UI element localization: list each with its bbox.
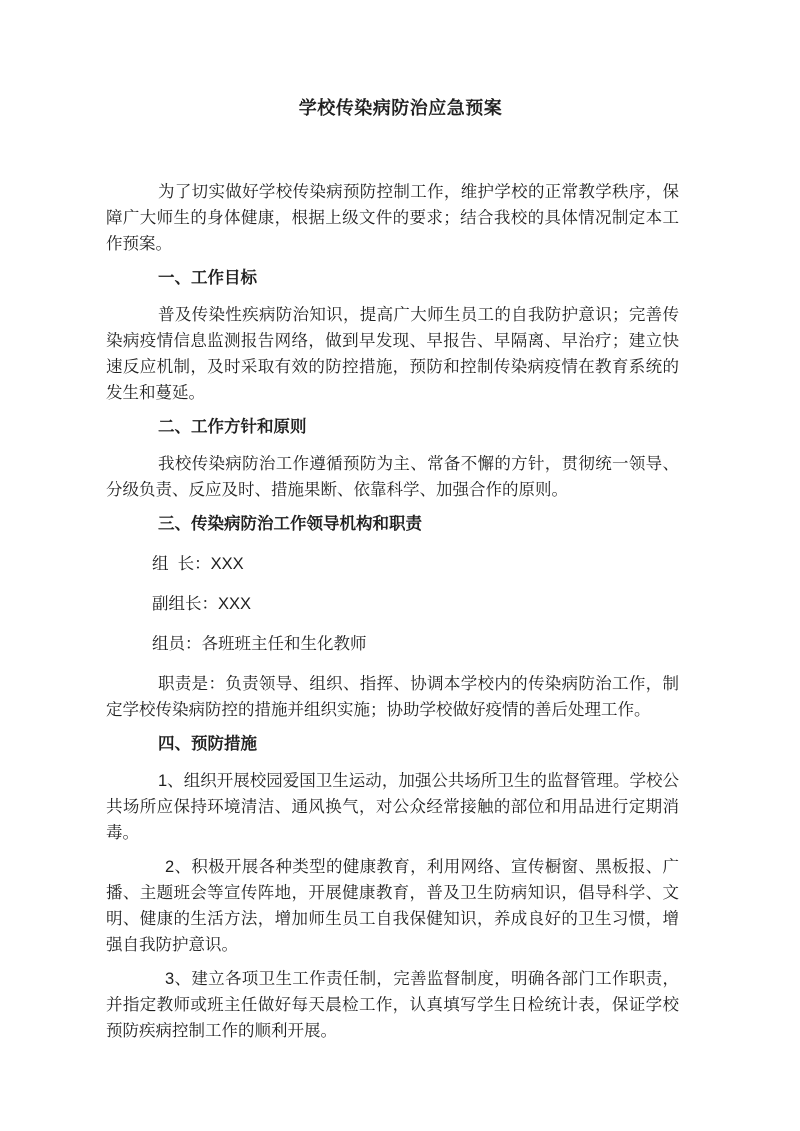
roster-leader-line: 组 长：XXX bbox=[152, 555, 244, 573]
section-4-heading: 四、预防措施 bbox=[158, 735, 257, 753]
intro-paragraph: 为了切实做好学校传染病预防控制工作，维护学校的正常教学秩序，保障广大师生的身体健康，根据上级文件的要求；结合我校的具体情况制定本工作预案。 bbox=[106, 183, 679, 253]
prevention-item-3: 3、建立各项卫生工作责任制，完善监督制度，明确各部门工作职责，并指定教师或班主任做好每天晨检工作，认真填写学生日检统计表，保证学校预防疾病控制工作的顺利开展。 bbox=[106, 970, 679, 1040]
roster-members-line: 组员：各班班主任和生化教师 bbox=[152, 635, 367, 653]
section-3-duties-paragraph: 职责是：负责领导、组织、指挥、协调本学校内的传染病防治工作，制定学校传染病防控的措施并组织实施；协助学校做好疫情的善后处理工作。 bbox=[106, 675, 679, 719]
section-2-heading: 二、工作方针和原则 bbox=[158, 418, 307, 436]
section-3-heading: 三、传染病防治工作领导机构和职责 bbox=[158, 515, 422, 533]
section-1-paragraph: 普及传染性疾病防治知识，提高广大师生员工的自我防护意识；完善传染病疫情信息监测报告网络，做到早发现、早报告、早隔离、早治疗；建立快速反应机制，及时采取有效的防控措施，预防和控制传染病疫情在教育系统的发生和蔓延。 bbox=[106, 306, 679, 402]
document-title: 学校传染病防治应急预案 bbox=[298, 98, 503, 118]
section-1-heading: 一、工作目标 bbox=[158, 269, 257, 287]
prevention-item-2: 2、积极开展各种类型的健康教育，利用网络、宣传橱窗、黑板报、广播、主题班会等宣传阵地，开展健康教育，普及卫生防病知识，倡导科学、文明、健康的生活方法，增加师生员工自我保健知识，养成良好的卫生习惯，增强自我防护意识。 bbox=[106, 858, 679, 954]
prevention-item-1: 1、组织开展校园爱国卫生运动，加强公共场所卫生的监督管理。学校公共场所应保持环境清洁、通风换气，对公众经常接触的部位和用品进行定期消毒。 bbox=[106, 772, 679, 842]
roster-deputy-leader-line: 副组长：XXX bbox=[152, 595, 252, 613]
section-2-paragraph: 我校传染病防治工作遵循预防为主、常备不懈的方针，贯彻统一领导、分级负责、反应及时、措施果断、依靠科学、加强合作的原则。 bbox=[106, 455, 679, 499]
